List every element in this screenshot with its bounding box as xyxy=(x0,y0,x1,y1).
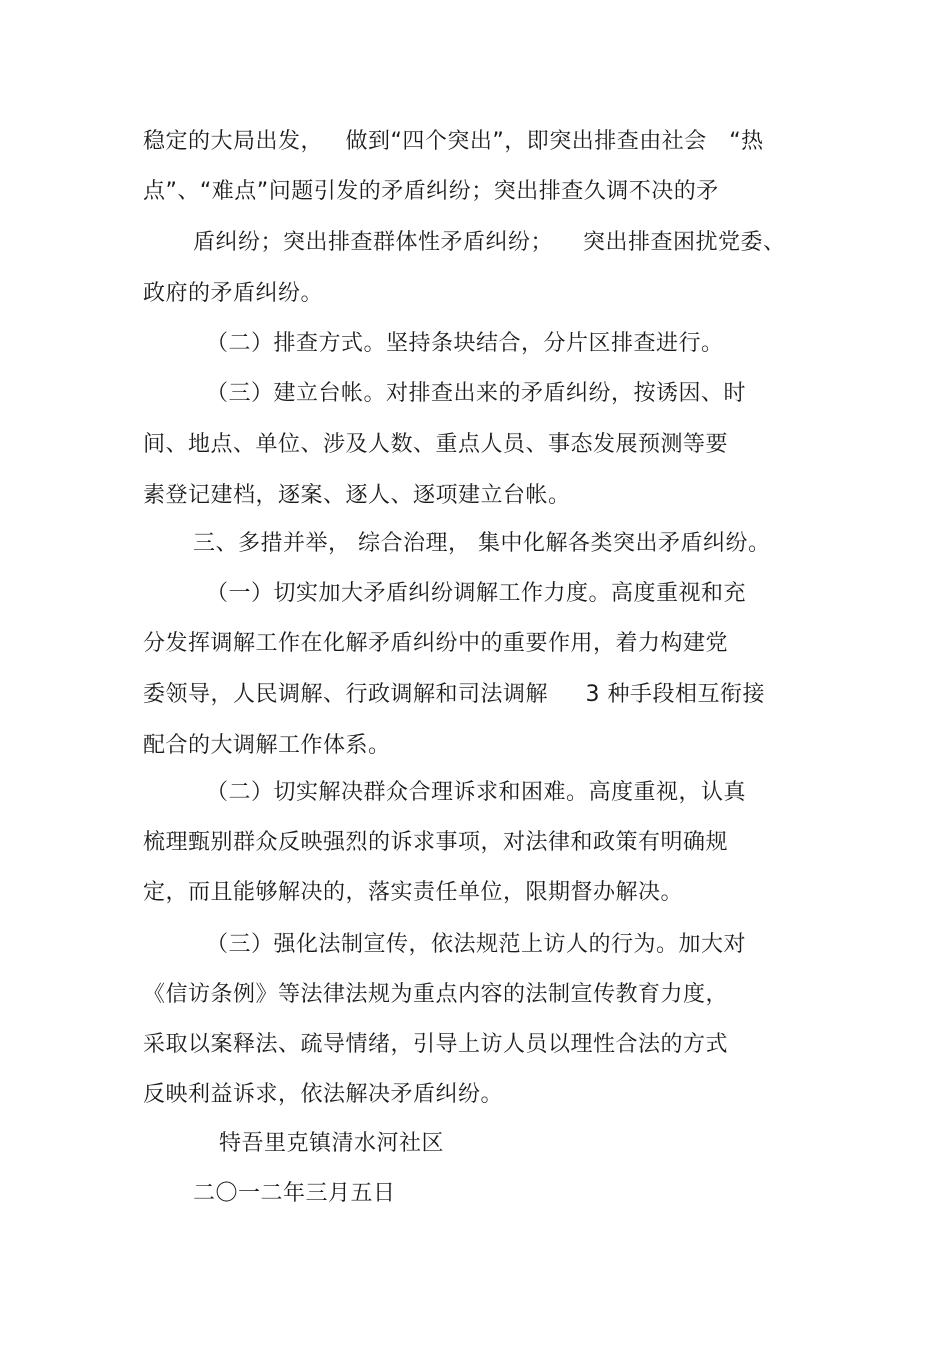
text-line-3: 盾纠纷；突出排查群体性矛盾纠纷； 突出排查困扰党委、 xyxy=(193,230,786,255)
text-line-5: （二）排查方式。坚持条块结合，分片区排查进行。 xyxy=(206,331,724,356)
text-line-13: 配合的大调解工作体系。 xyxy=(143,733,391,758)
text-line-18: 《信访条例》等法律法规为重点内容的法制宣传教育力度， xyxy=(143,982,729,1007)
text-line-20: 反映利益诉求，依法解决矛盾纠纷。 xyxy=(143,1082,504,1107)
text-line-12: 委领导，人民调解、行政调解和司法调解 3 种手段相互衔接 xyxy=(143,682,765,707)
text-line-14: （二）切实解决群众合理诉求和困难。高度重视，认真 xyxy=(206,780,747,805)
text-line-4: 政府的矛盾纠纷。 xyxy=(143,281,324,306)
signature-organization: 特吾里克镇清水河社区 xyxy=(219,1131,445,1156)
text-line-10: （一）切实加大矛盾纠纷调解工作力度。高度重视和充 xyxy=(206,581,747,606)
signature-date: 二〇一二年三月五日 xyxy=(193,1181,396,1206)
text-line-15: 梳理甄别群众反映强烈的诉求事项，对法律和政策有明确规 xyxy=(143,830,729,855)
text-line-6: （三）建立台帐。对排查出来的矛盾纠纷，按诱因、时 xyxy=(206,381,747,406)
text-line-8: 素登记建档，逐案、逐人、逐项建立台帐。 xyxy=(143,483,571,508)
section-heading-3: 三、多措并举， 综合治理， 集中化解各类突出矛盾纠纷。 xyxy=(193,531,771,556)
text-line-19: 采取以案释法、疏导情绪，引导上访人员以理性合法的方式 xyxy=(143,1032,729,1057)
text-line-11: 分发挥调解工作在化解矛盾纠纷中的重要作用，着力构建党 xyxy=(143,631,729,656)
text-line-7: 间、地点、单位、涉及人数、重点人员、事态发展预测等要 xyxy=(143,432,729,457)
text-line-16: 定，而且能够解决的，落实责任单位，限期督办解决。 xyxy=(143,880,684,905)
text-line-2: 点”、“难点”问题引发的矛盾纠纷；突出排查久调不决的矛 xyxy=(143,179,719,204)
text-line-1: 稳定的大局出发， 做到“四个突出”，即突出排查由社会 “热 xyxy=(143,129,764,154)
text-line-17: （三）强化法制宣传，依法规范上访人的行为。加大对 xyxy=(206,932,747,957)
